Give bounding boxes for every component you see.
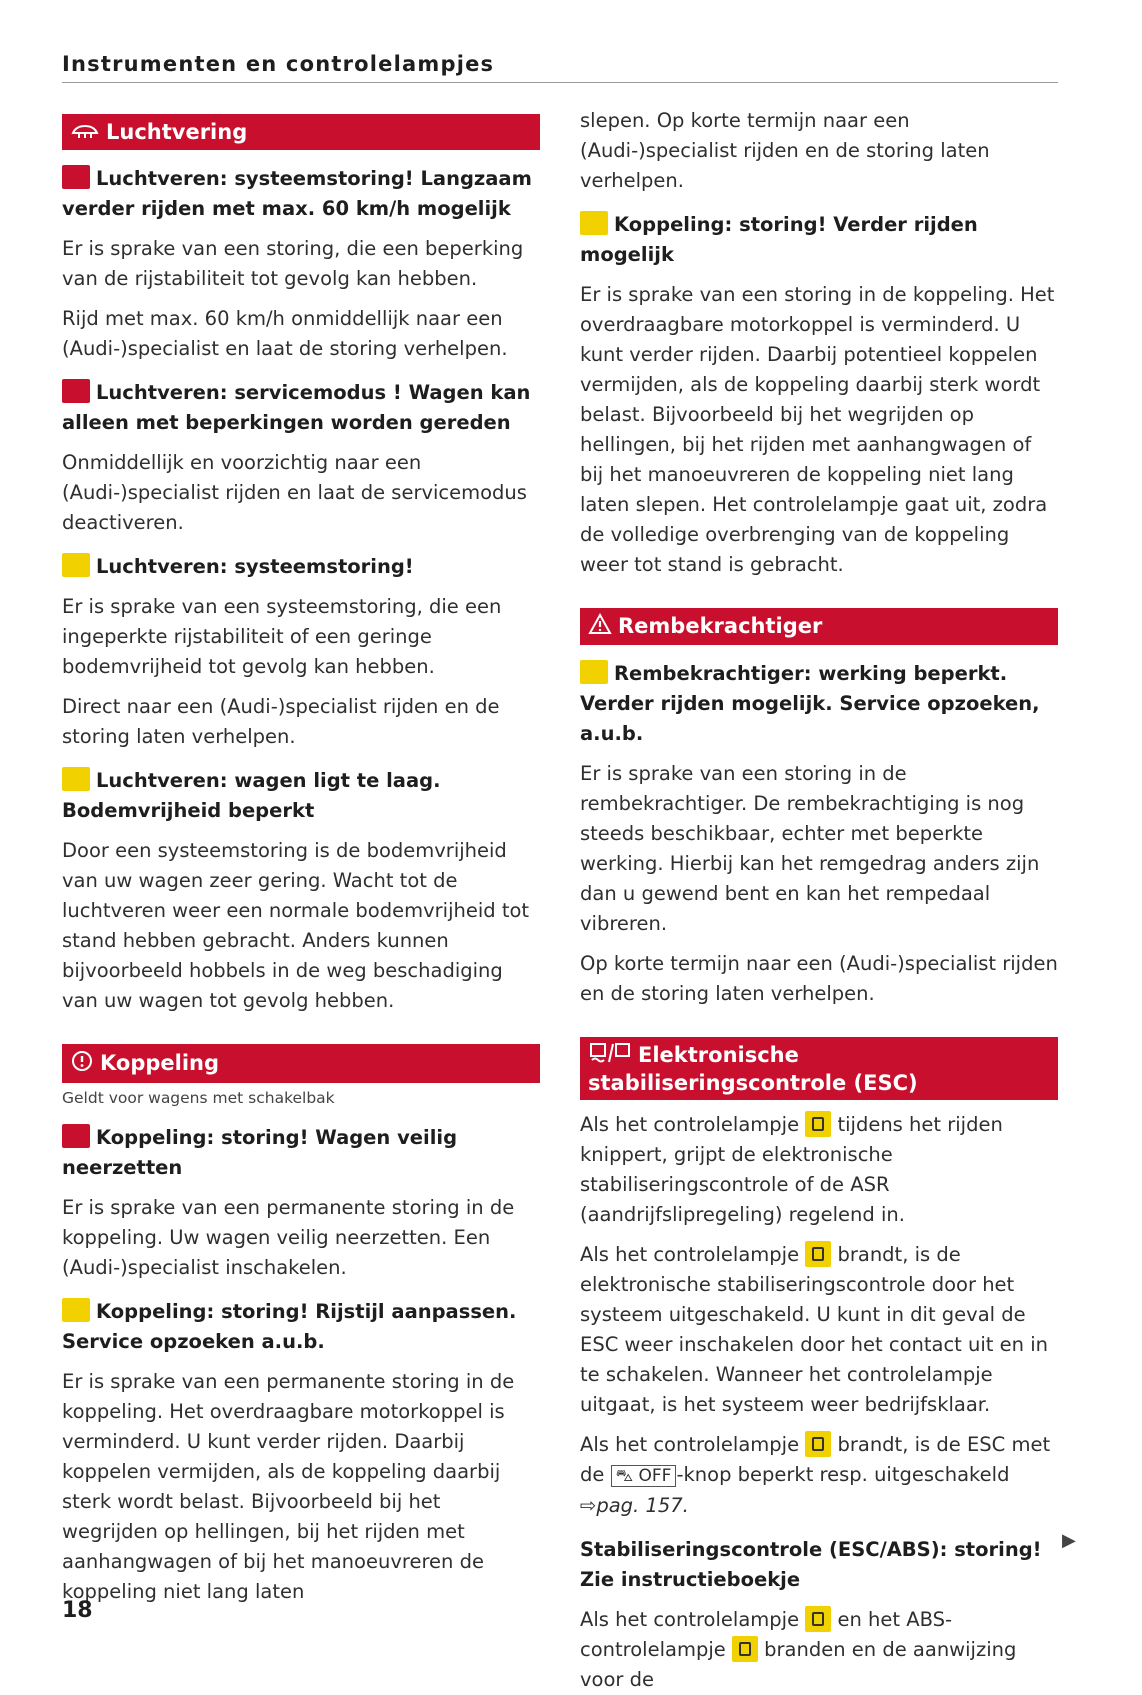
esc-lamp-icon (805, 1111, 831, 1137)
paragraph: Er is sprake van een storing in de rembekrachtiger. De rembekrachtiging is nog steeds beschikbaar, echter met beperkte werking. Hierbij kan het remgedrag anders zijn dan u gewend bent en kan het rempedaal vibreren. (580, 762, 1040, 935)
paragraph: slepen. Op korte termijn naar een (Audi-)specialist rijden en de storing laten verhelpen. (580, 109, 990, 192)
page-number: 18 (62, 1598, 93, 1623)
abs-lamp-icon (732, 1636, 758, 1662)
next-page-arrow-icon: ▶ (1062, 1530, 1076, 1551)
section-header-koppeling: Koppeling (62, 1044, 540, 1083)
section-header-esc: Elektronische stabiliseringscontrole (ESC) (580, 1037, 1058, 1100)
paragraph: Als het controlelampje brandt, is de elektronische stabiliseringscontrole door het systeem uitgeschakeld. U kunt in dit geval de ESC weer inschakelen door het contact uit en in te schakelen. Wanneer het controlelampje uitgaat, is het systeem weer bedrijfsklaar. (580, 1243, 1048, 1416)
paragraph: Er is sprake van een systeemstoring, die een ingeperkte rijstabiliteit of een geringe bodemvrijheid tot gevolg kan hebben. (62, 595, 502, 678)
clutch-warning-icon (70, 1049, 94, 1079)
paragraph: Als het controlelampje tijdens het rijden knippert, grijpt de elektronische stabiliseringscontrole of de ASR (aandrijfslipregeling) regelend in. (580, 1113, 1003, 1226)
warning-triangle-icon (588, 613, 612, 641)
paragraph: Onmiddellijk en voorzichtig naar een (Audi-)specialist rijden en laat de servicemodus deactiveren. (62, 451, 527, 534)
paragraph: Als het controlelampje brandt, is de ESC met de ⛍ OFF -knop beperkt resp. uitgeschakeld ⇨pag. 157. (580, 1433, 1051, 1517)
paragraph: Er is sprake van een permanente storing in de koppeling. Uw wagen veilig neerzetten. Een (Audi-)specialist inschakelen. (62, 1196, 515, 1279)
arrow-icon: ⇨ (580, 1494, 597, 1517)
air-suspension-icon (70, 120, 100, 146)
message-title: Koppeling: storing! Rijstijl aanpassen. Service opzoeken a.u.b. (62, 1300, 517, 1353)
paragraph: Direct naar een (Audi-)specialist rijden en de storing laten verhelpen. (62, 695, 500, 748)
paragraph: Als het controlelampje en het ABS-controlelampje branden en de aanwijzing voor de (580, 1608, 1017, 1691)
paragraph: Er is sprake van een permanente storing in de koppeling. Het overdraagbare motorkoppel is verminderd. U kunt verder rijden. Daarbij koppelen vermijden, als de koppeling daarbij sterk wordt belast. Bijvoorbeeld bij het wegrijden op hellingen, bij het rijden met aanhangwagen of bij het manoeuvreren de koppeling niet lang laten (62, 1370, 515, 1603)
air-suspension-yellow-icon (62, 553, 90, 577)
message-title: Koppeling: storing! Verder rijden mogelijk (580, 213, 978, 266)
paragraph: Op korte termijn naar een (Audi-)specialist rijden en de storing laten verhelpen. (580, 952, 1058, 1005)
left-column (62, 114, 540, 1607)
esc-icon (588, 1042, 632, 1070)
air-suspension-red-icon (62, 165, 90, 189)
section-header-rembekrachtiger: Rembekrachtiger (580, 608, 1058, 645)
section-note: Geldt voor wagens met schakelbak (62, 1089, 335, 1107)
message-title: Rembekrachtiger: werking beperkt. Verder rijden mogelijk. Service opzoeken, a.u.b. (580, 662, 1040, 745)
esc-lamp-icon (805, 1606, 831, 1632)
message-title: Koppeling: storing! Wagen veilig neerzetten (62, 1126, 458, 1179)
clutch-yellow-icon (580, 211, 608, 235)
message-title: Luchtveren: systeemstoring! Langzaam verder rijden met max. 60 km/h mogelijk (62, 167, 532, 220)
clutch-red-icon (62, 1124, 90, 1148)
esc-lamp-icon (805, 1241, 831, 1267)
message-title: Luchtveren: servicemodus ! Wagen kan alleen met beperkingen worden gereden (62, 381, 531, 434)
page-reference[interactable]: pag. 157. (596, 1494, 689, 1517)
warning-triangle-yellow-icon (580, 660, 608, 684)
right-column (580, 109, 1058, 1695)
section-header-luchtvering: Luchtvering (62, 114, 540, 150)
air-suspension-yellow-icon (62, 767, 90, 791)
page-title: Instrumenten en controlelampjes (62, 52, 495, 76)
paragraph: Door een systeemstoring is de bodemvrijheid van uw wagen zeer gering. Wacht tot de luchtveren weer een normale bodemvrijheid tot stand hebben gebracht. Anders kunnen bijvoorbeeld hobbels in de weg beschadiging van uw wagen tot gevolg hebben. (62, 839, 530, 1012)
message-title: Luchtveren: systeemstoring! (62, 552, 540, 582)
page-header (62, 52, 1058, 83)
message-title: Stabiliseringscontrole (ESC/ABS): storing! Zie instructieboekje (580, 1538, 1042, 1591)
clutch-yellow-icon (62, 1298, 90, 1322)
esc-off-lamp-icon (805, 1431, 831, 1457)
air-suspension-red-icon (62, 379, 90, 403)
paragraph: Er is sprake van een storing in de koppeling. Het overdraagbare motorkoppel is verminderd. U kunt verder rijden. Daarbij potentieel koppelen vermijden, als de koppeling daarbij sterk wordt belast. Bijvoorbeeld bij het wegrijden op hellingen, bij het rijden met aanhangwagen of bij het manoeuvreren de koppeling niet lang laten slepen. Het controlelampje gaat uit, zodra de volledige overbrenging van de koppeling weer tot stand is gebracht. (580, 283, 1055, 576)
paragraph: Rijd met max. 60 km/h onmiddellijk naar een (Audi-)specialist en laat de storing verhelpen. (62, 307, 508, 360)
esc-off-button-symbol: ⛍ OFF (611, 1465, 677, 1487)
message-title: Luchtveren: wagen ligt te laag. Bodemvrijheid beperkt (62, 769, 441, 822)
paragraph: Er is sprake van een storing, die een beperking van de rijstabiliteit tot gevolg kan hebben. (62, 237, 524, 290)
